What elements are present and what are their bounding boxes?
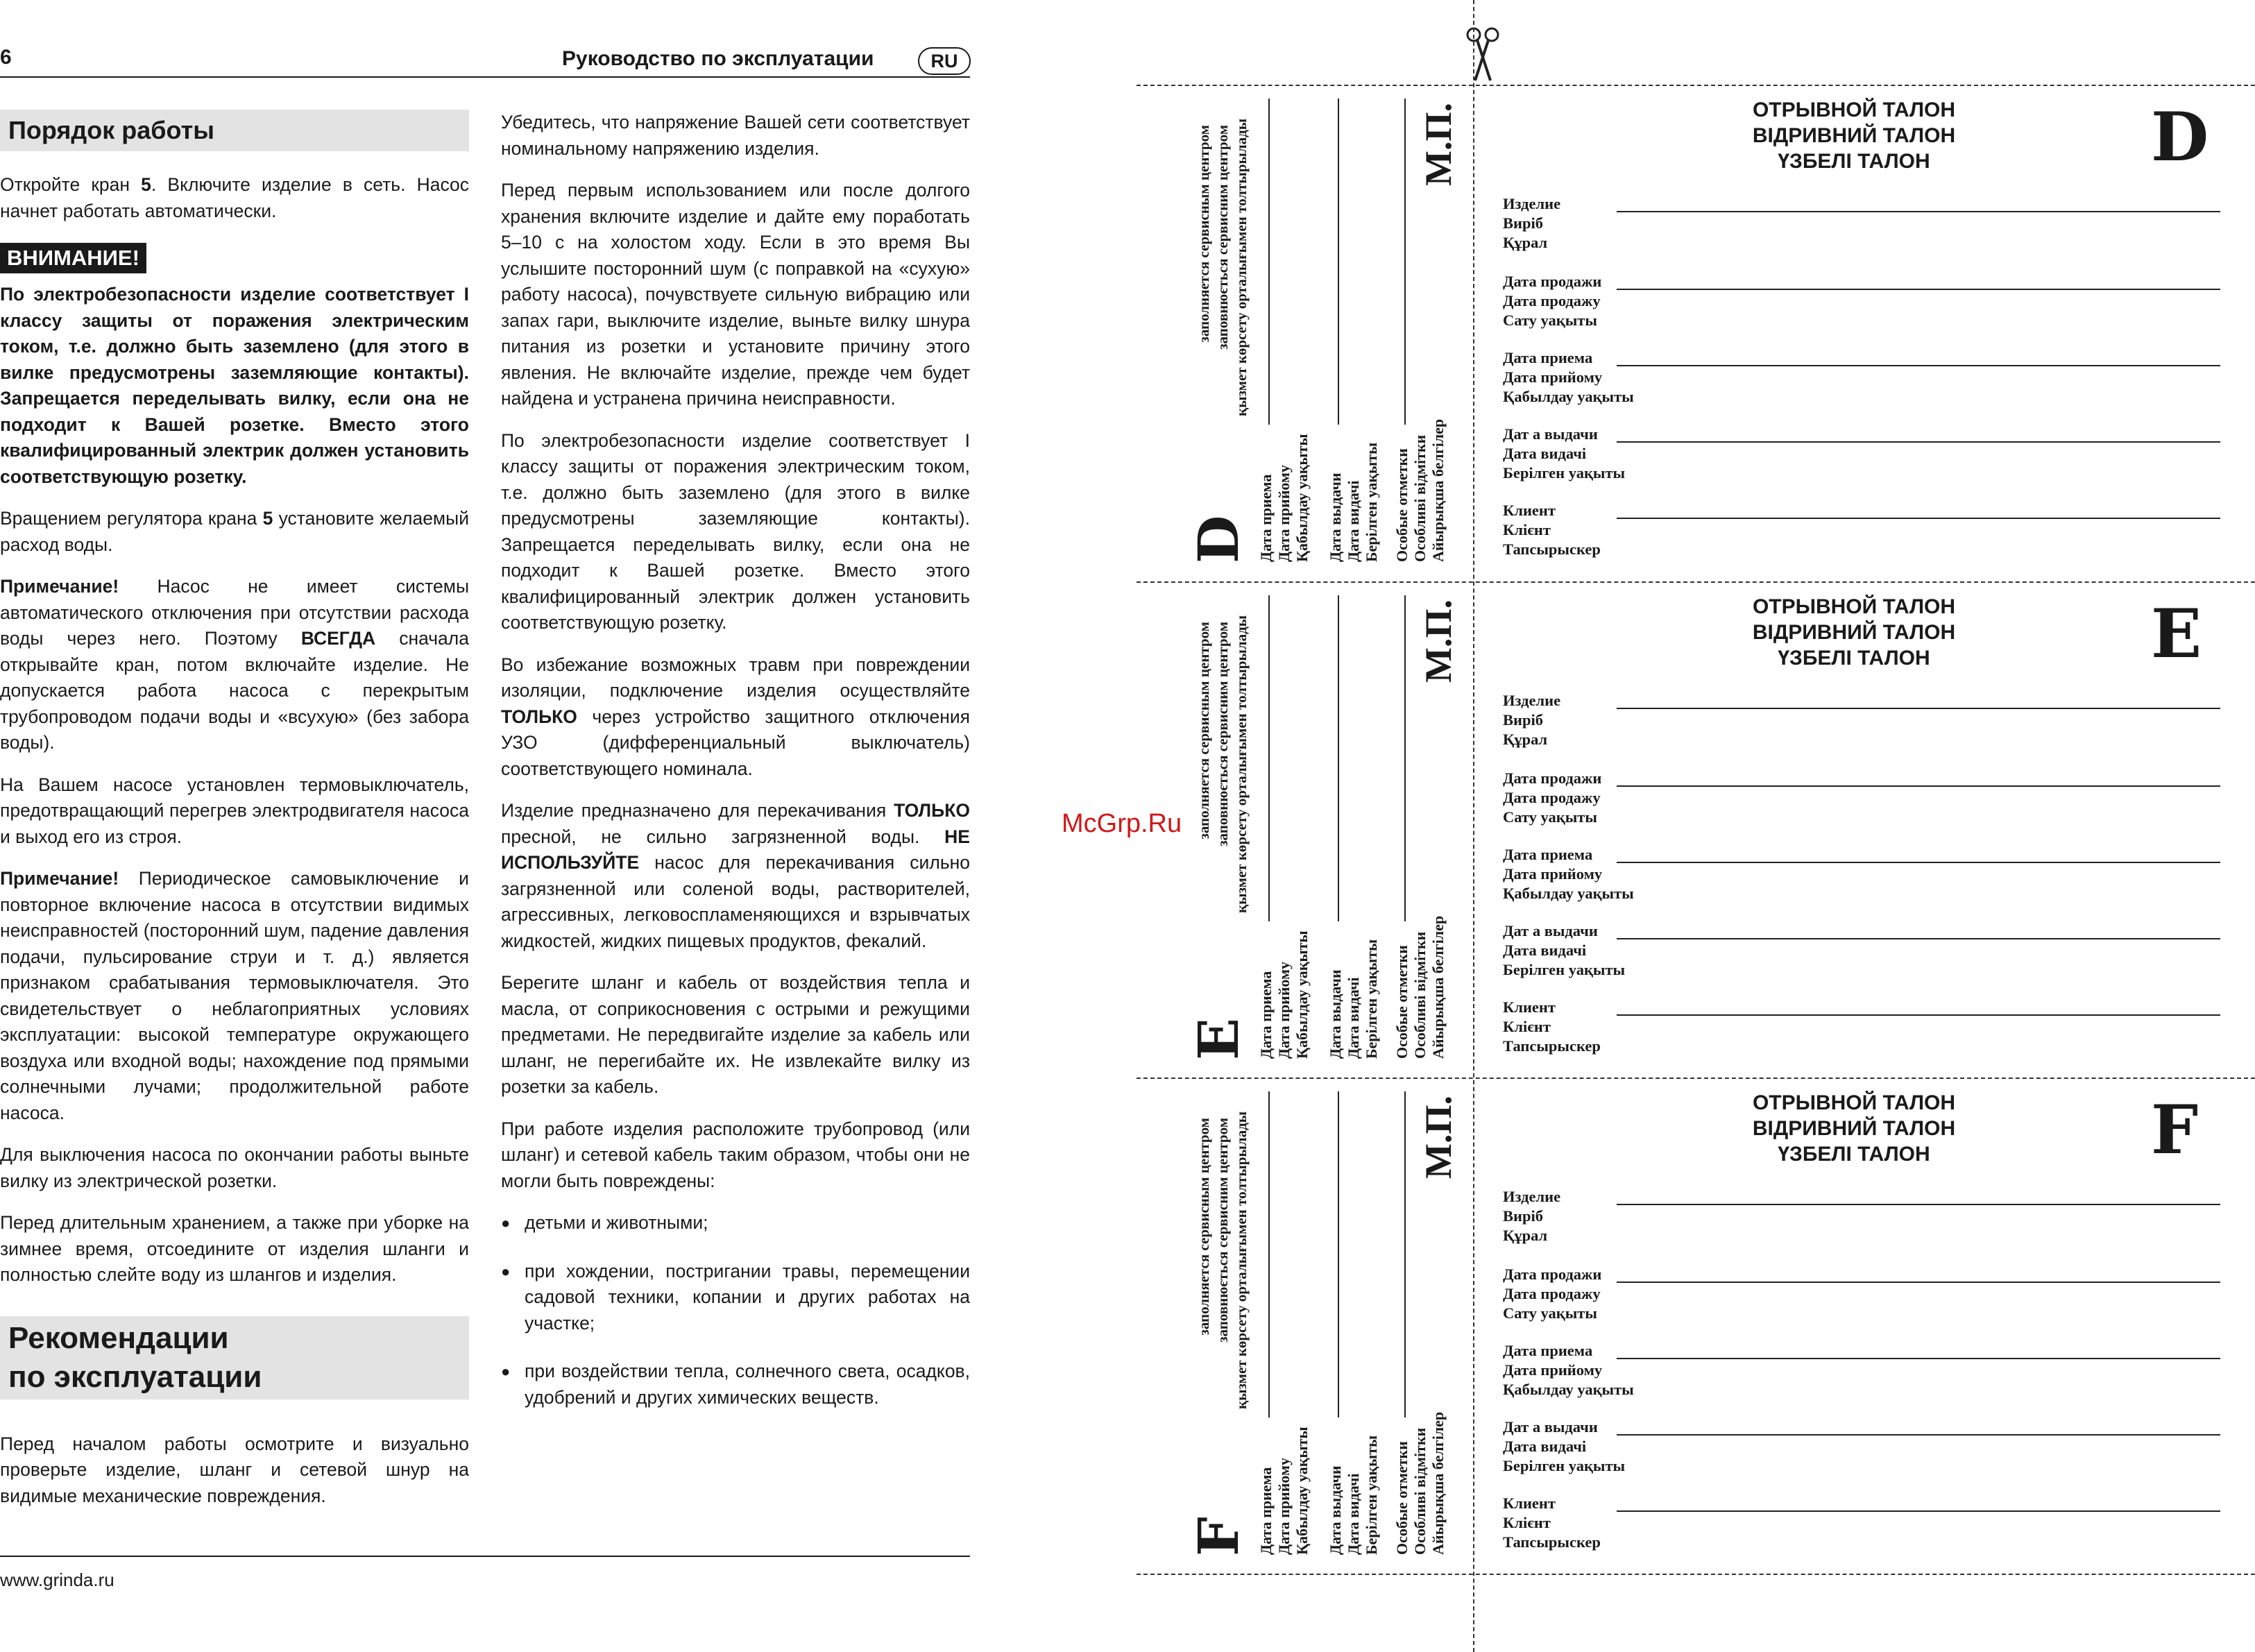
- footer-rule: [0, 1556, 970, 1557]
- stub-field-line: Дата выдачи: [1327, 472, 1344, 562]
- stub-filled-by-line: заповнюється сервисним центром: [1214, 622, 1231, 846]
- stub-stamp-label: М.П.: [1418, 599, 1459, 683]
- field-label-line: Дат а выдачи: [1503, 922, 1598, 939]
- bullet-item: ● при хождении, постригании травы, перемещении садовой техники, копании и других работах на участке;: [501, 1259, 970, 1337]
- coupon-title-line: ҮЗБЕЛІ ТАЛОН: [1778, 1143, 1930, 1166]
- stub-field-group: [1257, 930, 1311, 1059]
- field-label-line: Дата продажу: [1503, 292, 1601, 309]
- note-paragraph: Примечание! Периодическое самовыключение и повторное включение насоса в отсутствии видимых неисправностей (посторонний шум, падение давления подачи, пульсирование струи и т. д.) является признаком срабатывания термовыключателя. Это свидетельствует о неблагоприятных условиях эксплуатации: высокой температуре окружающего воздуха или входной воды; нахождение под прямыми солнечными лучами; продолжительной работе насоса.: [0, 868, 469, 1123]
- coupon-title-line: ОТРЫВНОЙ ТАЛОН: [1752, 99, 1956, 121]
- coupon-field-line[interactable]: [1617, 518, 2220, 519]
- stub-signature-line[interactable]: [1404, 99, 1406, 425]
- page-number: 6: [0, 46, 12, 69]
- paragraph: Перед длительным хранением, а также при уборке на зимнее время, отсоедините от изделия шланги и полностью слейте воду из шлангов и изделия.: [0, 1212, 469, 1285]
- field-label-line: Клієнт: [1503, 521, 1551, 538]
- stub-field-group: [1257, 434, 1311, 562]
- field-label-line: Тапсырыскер: [1503, 1533, 1601, 1551]
- field-label-line: Сату уақыты: [1503, 808, 1597, 826]
- stub-field-line: Дата прийому: [1275, 1458, 1293, 1555]
- stub-signature-line[interactable]: [1268, 99, 1270, 425]
- field-label-line: Дат а выдачи: [1503, 425, 1598, 443]
- stub-signature-line[interactable]: [1404, 1091, 1406, 1417]
- stub-field-group: [1327, 1436, 1381, 1555]
- coupon-field-line[interactable]: [1617, 1204, 2220, 1205]
- coupon-field-label: [1503, 845, 1634, 903]
- paragraph: По электробезопасности изделие соответствует I классу защиты от поражения электрическим током, т.е. должно быть заземлено (для этого в вилке предусмотрены заземляющие контакты). Запрещается переделывать вилку, если она не подходит к Вашей розетке. Вместо этого квалифицированный электрик должен установить соответствующую розетку.: [501, 429, 970, 633]
- field-label-line: Тапсырыскер: [1503, 540, 1601, 558]
- cut-line-top: [1137, 85, 2255, 86]
- field-label-line: Изделие: [1503, 1188, 1561, 1205]
- cut-line: [1137, 581, 2255, 583]
- coupon-field-line[interactable]: [1617, 862, 2220, 863]
- stub-field-line: Дата прийому: [1275, 962, 1293, 1059]
- stub-field-line: Айырықша белгілер: [1429, 1411, 1447, 1555]
- paragraph: На Вашем насосе установлен термовыключатель, предотвращающий перегрев электродвигателя насоса и выход его из строя.: [0, 774, 469, 847]
- note-paragraph: Примечание! Насос не имеет системы автоматического отключения при отсутствии расхода воды через него. Поэтому ВСЕГДА сначала открывайте кран, потом включайте изделие. Не допускается работа насоса с перекрытым трубопроводом подачи воды и «всухую» (без забора воды).: [0, 576, 470, 753]
- field-label-line: Дата приема: [1503, 1342, 1593, 1359]
- field-label-line: Тапсырыскер: [1503, 1037, 1601, 1055]
- stub-field-group: [1393, 1412, 1447, 1555]
- bullet-item: ● детьми и животными;: [501, 1210, 970, 1236]
- paragraph: Для выключения насоса по окончании работы выньте вилку из электрической розетки.: [0, 1144, 469, 1191]
- stub-filled-by-line: заполняется сервисным центром: [1195, 125, 1212, 343]
- page-title: Руководство по эксплуатации: [562, 47, 874, 70]
- stub-stamp-label: М.П.: [1418, 103, 1459, 186]
- field-label-line: Дат а выдачи: [1503, 1418, 1598, 1436]
- field-label-line: Құрал: [1503, 1227, 1548, 1244]
- coupon-field-line[interactable]: [1617, 785, 2220, 787]
- stub-filled-by-line: заполняется сервисным центром: [1195, 1118, 1212, 1336]
- cut-line-bottom: [1137, 1574, 2255, 1575]
- stub-letter: D: [1186, 515, 1251, 563]
- stub-filled-by-line: қызмет көрсету орталығымен толтырылады: [1233, 1111, 1250, 1409]
- coupon-title: [1611, 97, 2097, 174]
- stub-signature-line[interactable]: [1268, 595, 1270, 921]
- coupon-field-label: [1503, 769, 1601, 827]
- stub-field-line: Қабылдау уақыты: [1293, 930, 1311, 1059]
- stub-field-line: Особые отметки: [1393, 1441, 1411, 1555]
- stub-field-line: Дата выдачи: [1327, 1465, 1344, 1555]
- field-label-line: Қабылдау уақыты: [1503, 388, 1634, 405]
- field-label-line: Дата приема: [1503, 846, 1593, 863]
- coupon-title: [1611, 594, 2097, 671]
- footer-url: www.grinda.ru: [0, 1569, 114, 1590]
- stub-field-group: [1257, 1427, 1311, 1555]
- coupon-field-line[interactable]: [1617, 1434, 2220, 1436]
- coupon-field-label: [1503, 1494, 1601, 1552]
- coupon-field-label: [1503, 921, 1625, 980]
- coupon-letter: D: [2151, 98, 2209, 176]
- field-label-line: Изделие: [1503, 195, 1561, 212]
- coupon-field-label: [1503, 1265, 1601, 1323]
- field-label-line: Дата приема: [1503, 349, 1593, 366]
- coupon-title-line: ВІДРИВНИЙ ТАЛОН: [1752, 1117, 1956, 1140]
- field-label-line: Қабылдау уақыты: [1503, 1381, 1634, 1398]
- stub-field-line: Особые отметки: [1393, 448, 1411, 562]
- field-label-line: Дата прийому: [1503, 865, 1603, 883]
- section-title-recommendations: Рекомендации по эксплуатации: [0, 1316, 469, 1399]
- coupon-field-line[interactable]: [1617, 289, 2220, 290]
- field-label-line: Виріб: [1503, 214, 1543, 232]
- cut-line: [1137, 1078, 2255, 1079]
- coupon-title-line: ВІДРИВНИЙ ТАЛОН: [1752, 621, 1956, 644]
- stub-field-line: Дата приема: [1257, 1467, 1275, 1555]
- coupon-field-label: [1503, 272, 1601, 330]
- coupon-field-label: [1503, 1417, 1625, 1476]
- stub-filled-by-line: қызмет көрсету орталығымен толтырылады: [1233, 615, 1250, 913]
- stub-field-line: Дата выдачи: [1327, 969, 1344, 1059]
- paragraph: Изделие предназначено для перекачивания ТОЛЬКО пресной, не сильно загрязненной воды. НЕ ИСПОЛЬЗУЙТЕ насос для перекачивания сильно загрязненной или соленой воды, растворителей, агрессивных, легковоспламеняющихся и взрывчатых жидкостей, жидких пищевых продуктов, фекалий.: [501, 800, 970, 951]
- coupon-title-line: ВІДРИВНИЙ ТАЛОН: [1752, 124, 1956, 147]
- paragraph: При работе изделия расположите трубопровод (или шланг) и сетевой кабель таким образом, чтобы они не могли быть повреждены:: [501, 1118, 970, 1191]
- coupon-field-label: [1503, 348, 1634, 407]
- coupon-field-line[interactable]: [1617, 441, 2220, 443]
- coupon-field-line[interactable]: [1617, 1358, 2220, 1359]
- coupon-field-label: [1503, 1341, 1634, 1399]
- coupon-field-line[interactable]: [1617, 211, 2220, 212]
- coupon-title-line: ҮЗБЕЛІ ТАЛОН: [1778, 150, 1930, 173]
- coupon-field-line[interactable]: [1617, 708, 2220, 709]
- paragraph: Вращением регулятора крана 5 установите желаемый расход воды.: [0, 508, 469, 555]
- coupon-field-line[interactable]: [1617, 938, 2220, 939]
- stub-field-line: Дата видачі: [1345, 977, 1362, 1059]
- coupon-field-line[interactable]: [1617, 1281, 2220, 1283]
- cut-line-vertical: [1473, 0, 1474, 1652]
- stub-field-group: [1393, 419, 1447, 562]
- stub-signature-line[interactable]: [1338, 1091, 1339, 1417]
- field-label-line: Дата продажу: [1503, 789, 1601, 806]
- stub-field-line: Дата приема: [1257, 971, 1275, 1059]
- field-label-line: Дата видачі: [1503, 1438, 1587, 1455]
- stub-filled-by-line: қызмет көрсету орталығымен толтырылады: [1233, 118, 1250, 416]
- coupon-title-line: ОТРЫВНОЙ ТАЛОН: [1752, 595, 1956, 618]
- field-label-line: Дата прийому: [1503, 1361, 1603, 1379]
- coupon-title: [1611, 1090, 2097, 1167]
- field-label-line: Дата видачі: [1503, 942, 1587, 959]
- field-label-line: Берілген уақыты: [1503, 1457, 1626, 1474]
- field-label-line: Дата видачі: [1503, 445, 1587, 462]
- stub-field-line: Берілген уақыты: [1363, 1435, 1380, 1555]
- stub-field-line: Айырықша белгілер: [1429, 915, 1447, 1059]
- field-label-line: Виріб: [1503, 1207, 1543, 1225]
- coupon-field-line[interactable]: [1617, 365, 2220, 366]
- field-label-line: Құрал: [1503, 234, 1548, 251]
- paragraph: Откройте кран 5. Включите изделие в сеть. Насос начнет работать автоматически.: [0, 174, 469, 221]
- field-label-line: Берілген уақыты: [1503, 464, 1626, 482]
- language-badge: RU: [918, 47, 971, 75]
- paragraph: Перед первым использованием или после долгого хранения включите изделие и дайте ему поработать 5–10 с на холостом ходу. Если в это время Вы услышите посторонний шум (с поправкой на «сухую» работу насоса), почувствуете сильную вибрацию или запах гари, выключите изделие, выньте вилку шнура питания из розетки и установите причину этого явления. Не включайте изделие, прежде чем будет найдена и устранена причина неисправности.: [501, 180, 970, 409]
- coupon-field-label: [1503, 194, 1560, 253]
- coupon-field-label: [1503, 1187, 1560, 1245]
- stub-field-line: Қабылдау уақыты: [1293, 1427, 1311, 1555]
- coupon-field-line[interactable]: [1617, 1014, 2220, 1016]
- stub-filled-by: [1195, 118, 1251, 416]
- field-label-line: Дата продажи: [1503, 273, 1602, 290]
- field-label-line: Құрал: [1503, 731, 1548, 748]
- field-label-line: Клиент: [1503, 1495, 1556, 1512]
- field-label-line: Дата продажи: [1503, 769, 1602, 787]
- field-label-line: Виріб: [1503, 711, 1543, 729]
- stub-field-line: Берілген уақыты: [1363, 939, 1380, 1059]
- stub-signature-line[interactable]: [1338, 595, 1339, 921]
- stub-filled-by-line: заповнюється сервисним центром: [1214, 125, 1231, 350]
- paragraph: Во избежание возможных травм при повреждении изоляции, подключение изделия осуществляйте ТОЛЬКО через устройство защитного отключения УЗО (дифференциальный выключатель) соответствующего номинала.: [501, 654, 970, 779]
- paragraph: Убедитесь, что напряжение Вашей сети соответствует номинальному напряжению изделия.: [501, 112, 970, 159]
- field-label-line: Дата прийому: [1503, 368, 1603, 386]
- bullet-item: ● при воздействии тепла, солнечного света, осадков, удобрений и других химических веществ.: [501, 1359, 970, 1411]
- stub-filled-by: [1195, 1111, 1251, 1409]
- warning-text: По электробезопасности изделие соответствует I классу защиты от поражения электрическим током, т.е. должно быть заземлено (для этого в вилке предусмотрены заземляющие контакты). Запрещается переделывать вилку, если она не подходит к Вашей розетке. Вместо этого квалифицированный электрик должен установить соответствующую розетку.: [0, 284, 469, 487]
- scissors-icon: [1463, 24, 1504, 90]
- stub-letter: F: [1186, 1517, 1251, 1556]
- coupon-field-label: [1503, 691, 1560, 749]
- stub-field-line: Дата прийому: [1275, 465, 1293, 562]
- stub-field-line: Айырықша белгілер: [1429, 418, 1447, 562]
- coupon-title-line: ҮЗБЕЛІ ТАЛОН: [1778, 647, 1930, 670]
- field-label-line: Клієнт: [1503, 1018, 1551, 1035]
- paragraph: Берегите шланг и кабель от воздействия тепла и масла, от соприкосновения с острыми и режущими предметами. Не передвигайте изделие за кабель или шланг, не перегибайте их. Не извлекайте вилку из розетки за кабель.: [501, 972, 970, 1097]
- stub-signature-line[interactable]: [1338, 99, 1339, 425]
- stub-field-group: [1327, 443, 1381, 562]
- coupon-letter: F: [2151, 1091, 2199, 1169]
- watermark: McGrp.Ru: [1062, 809, 1182, 838]
- field-label-line: Клиент: [1503, 998, 1556, 1016]
- stub-field-line: Дата приема: [1257, 474, 1275, 562]
- stub-field-line: Особливі відмітки: [1411, 931, 1429, 1059]
- field-label-line: Қабылдау уақыты: [1503, 885, 1634, 902]
- field-label-line: Клієнт: [1503, 1514, 1551, 1531]
- field-label-line: Дата продажу: [1503, 1285, 1601, 1302]
- left-column: [0, 110, 469, 1525]
- coupon-field-label: [1503, 425, 1625, 483]
- coupon-field-label: [1503, 998, 1601, 1056]
- field-label-line: Сату уақыты: [1503, 312, 1597, 329]
- coupon-field-line[interactable]: [1617, 1510, 2220, 1512]
- stub-field-line: Берілген уақыты: [1363, 442, 1380, 562]
- header-rule: [0, 76, 970, 78]
- stub-field-line: Особливі відмітки: [1411, 1427, 1429, 1555]
- stub-field-line: Особые отметки: [1393, 945, 1411, 1059]
- stub-letter: E: [1186, 1018, 1251, 1060]
- stub-field-group: [1393, 916, 1447, 1059]
- stub-field-group: [1327, 939, 1381, 1059]
- stub-filled-by-line: заполняется сервисным центром: [1195, 622, 1212, 840]
- stub-signature-line[interactable]: [1404, 595, 1406, 921]
- field-label-line: Сату уақыты: [1503, 1304, 1597, 1322]
- stub-filled-by-line: заповнюється сервисним центром: [1214, 1118, 1231, 1343]
- right-column: [501, 110, 970, 1433]
- coupon-title-line: ОТРЫВНОЙ ТАЛОН: [1752, 1091, 1956, 1114]
- stub-stamp-label: М.П.: [1418, 1096, 1459, 1179]
- stub-field-line: Особливі відмітки: [1411, 434, 1429, 562]
- paragraph: Перед началом работы осмотрите и визуально проверьте изделие, шланг и сетевой шнур на видимые механические повреждения.: [0, 1433, 469, 1506]
- section-title-operation: Порядок работы: [0, 110, 469, 151]
- field-label-line: Изделие: [1503, 692, 1561, 709]
- field-label-line: Клиент: [1503, 502, 1556, 519]
- stub-signature-line[interactable]: [1268, 1091, 1270, 1417]
- field-label-line: Берілген уақыты: [1503, 961, 1626, 978]
- stub-field-line: Қабылдау уақыты: [1293, 434, 1311, 562]
- stub-field-line: Дата видачі: [1345, 480, 1362, 562]
- stub-field-line: Дата видачі: [1345, 1473, 1362, 1555]
- field-label-line: Дата продажи: [1503, 1266, 1602, 1283]
- warning-label: ВНИМАНИЕ!: [0, 243, 146, 273]
- stub-filled-by: [1195, 615, 1251, 913]
- coupon-field-label: [1503, 501, 1601, 559]
- coupon-letter: E: [2151, 595, 2202, 673]
